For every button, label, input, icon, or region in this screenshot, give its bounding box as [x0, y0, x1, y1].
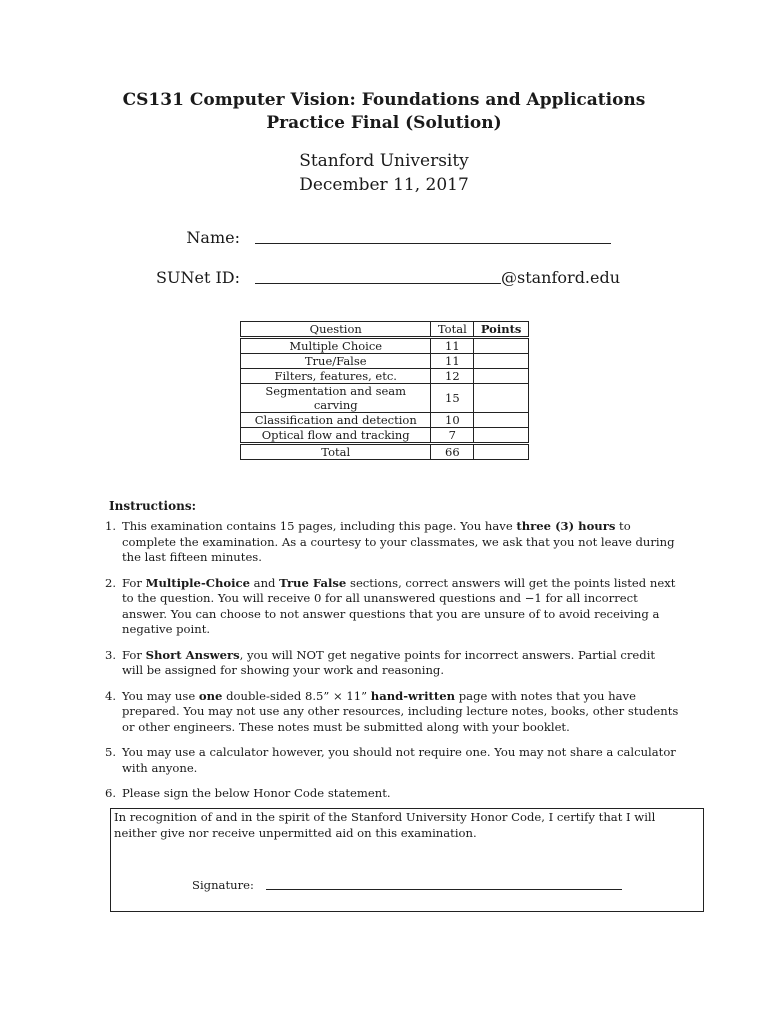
exam-title: Practice Final (Solution) [266, 113, 502, 133]
list-item [105, 519, 679, 566]
name-label: Name: [186, 228, 240, 247]
item-text: You may use a calculator however, you should not require one. You may not share a calculator with anyone. [122, 745, 676, 775]
item-text: You may use [122, 688, 199, 703]
item-number: 2. [105, 575, 117, 590]
row-question: Filters, features, etc. [241, 369, 431, 384]
table-row [241, 413, 529, 428]
total-value: 66 [431, 444, 474, 460]
honor-code-statement: In recognition of and in the spirit of the Stanford University Honor Code, I certify that I will neither give nor receive unpermitted aid on this examination. [114, 810, 656, 840]
header-points: Points [474, 322, 529, 338]
sunet-label: SUNet ID: [156, 268, 240, 287]
row-points[interactable] [474, 369, 529, 384]
table-row [241, 338, 529, 354]
signature-label: Signature: [192, 878, 254, 892]
item-number: 1. [105, 519, 117, 533]
row-points[interactable] [474, 354, 529, 369]
row-total: 7 [431, 428, 474, 444]
item-number: 6. [105, 786, 117, 800]
table-row [241, 428, 529, 444]
item-emphasis: True False [279, 575, 347, 590]
item-emphasis: one [198, 688, 223, 703]
item-emphasis: Short Answers [145, 647, 240, 662]
table-header-row [241, 322, 529, 338]
item-number: 3. [105, 647, 117, 662]
table-row [241, 384, 529, 413]
list-item [105, 745, 679, 776]
signature-field[interactable] [266, 889, 622, 890]
honor-code-box [110, 808, 704, 912]
row-total: 10 [431, 413, 474, 428]
row-points[interactable] [474, 338, 529, 354]
item-emphasis: hand-written [370, 688, 456, 703]
row-question: Segmentation and seam carving [241, 384, 431, 413]
table-row [241, 354, 529, 369]
item-text: sections, correct answers will get the points listed next to the question. You will receive 0 for all unanswered questions and −1 for all incorrect answer. You can choose to not answer questions that you are unsure of to avoid receiving a negative point. [122, 575, 676, 636]
list-item [105, 575, 679, 638]
row-question: Multiple Choice [241, 338, 431, 354]
list-item [105, 786, 679, 802]
item-text: This examination contains 15 pages, including this page. You have [122, 519, 517, 533]
item-text: For [122, 575, 146, 590]
item-text: For [122, 647, 146, 662]
row-question: Optical flow and tracking [241, 428, 431, 444]
item-text: Please sign the below Honor Code statement. [122, 786, 391, 800]
row-points[interactable] [474, 428, 529, 444]
exam-date: December 11, 2017 [299, 175, 469, 195]
item-text: page with notes that you have prepared. You may not use any other resources, including lecture notes, books, other students or other engineers. These notes must be submitted along with your booklet. [122, 688, 679, 734]
row-total: 15 [431, 384, 474, 413]
instructions-heading: Instructions: [109, 499, 197, 513]
sunet-field[interactable] [255, 283, 501, 284]
university: Stanford University [299, 151, 469, 171]
table-row [241, 369, 529, 384]
item-number: 5. [105, 745, 117, 759]
item-text: , you will NOT get negative points for incorrect answers. Partial credit will be assigned for showing your work and reasoning. [122, 647, 656, 677]
row-total: 12 [431, 369, 474, 384]
total-label: Total [241, 444, 431, 460]
total-points[interactable] [474, 444, 529, 460]
row-total: 11 [431, 338, 474, 354]
score-table [240, 321, 529, 460]
item-text: double-sided 8.5” × 11” [222, 688, 371, 703]
row-question: Classification and detection [241, 413, 431, 428]
instructions-list [105, 519, 679, 812]
header-question: Question [241, 322, 431, 338]
item-text: to complete the examination. As a courtesy to your classmates, we ask that you not leave during the last fifteen minutes. [122, 519, 675, 564]
item-number: 4. [105, 688, 117, 703]
row-total: 11 [431, 354, 474, 369]
table-total-row [241, 444, 529, 460]
row-points[interactable] [474, 413, 529, 428]
list-item [105, 688, 679, 736]
header-total: Total [431, 322, 474, 338]
item-emphasis: three (3) hours [516, 519, 616, 533]
row-question: True/False [241, 354, 431, 369]
item-emphasis: Multiple-Choice [145, 575, 250, 590]
sunet-suffix: @stanford.edu [501, 268, 621, 287]
list-item [105, 647, 679, 679]
course-title: CS131 Computer Vision: Foundations and Applications [122, 90, 646, 110]
item-text: and [249, 575, 280, 590]
name-field[interactable] [255, 243, 611, 244]
row-points[interactable] [474, 384, 529, 413]
